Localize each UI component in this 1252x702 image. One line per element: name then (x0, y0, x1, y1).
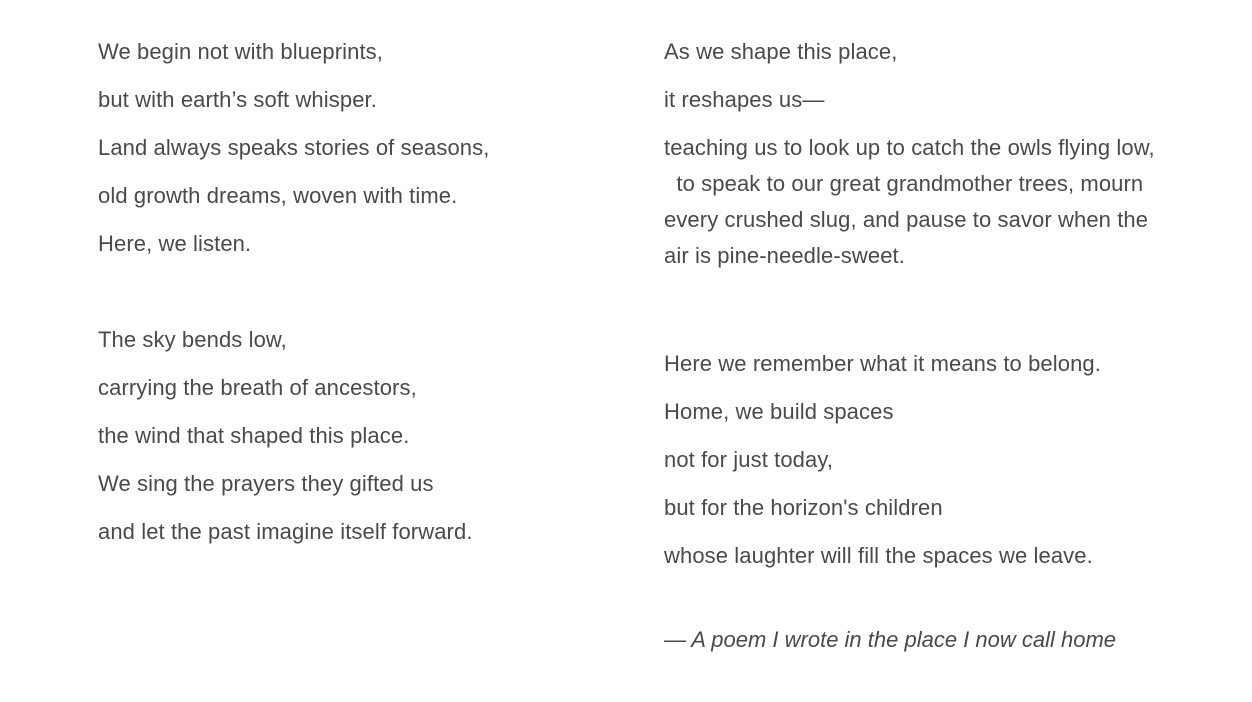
poem-line: Here, we listen. (98, 231, 252, 256)
poem-line: but for the horizon's children (664, 495, 943, 520)
poem-line: The sky bends low, (98, 327, 287, 352)
poem-stanza (98, 34, 538, 274)
poem-line: Here we remember what it means to belong. (664, 351, 1101, 376)
poem-line: not for just today, (664, 447, 834, 472)
poem-stanza (98, 322, 538, 562)
poem-line: We begin not with blueprints, (98, 39, 383, 64)
poem-line: it reshapes us— (664, 87, 825, 112)
poem-line: As we shape this place, (664, 39, 898, 64)
poem-stanza (664, 34, 1164, 274)
stanza-spacer (98, 274, 538, 322)
stanza-spacer (664, 286, 1164, 346)
poem-line: and let the past imagine itself forward. (98, 519, 473, 544)
poem-stanza (664, 346, 1164, 586)
poem-line: the wind that shaped this place. (98, 423, 410, 448)
poem-left-column (98, 34, 538, 562)
poem-line: old growth dreams, woven with time. (98, 183, 458, 208)
poem-right-column (664, 34, 1164, 586)
poem-line: whose laughter will fill the spaces we leave. (664, 543, 1093, 568)
poem-signature: — A poem I wrote in the place I now call home (664, 627, 1117, 652)
poem-line: We sing the prayers they gifted us (98, 471, 434, 496)
poem-line: Home, we build spaces (664, 399, 894, 424)
poem-paragraph: teaching us to look up to catch the owls flying low, to speak to our great grandmother trees, mourn every crushed slug, and pause to savor when the air is pine-needle-sweet. (664, 135, 1155, 268)
poem-line: carrying the breath of ancestors, (98, 375, 417, 400)
poem-line: Land always speaks stories of seasons, (98, 135, 490, 160)
poem-line: but with earth’s soft whisper. (98, 87, 377, 112)
